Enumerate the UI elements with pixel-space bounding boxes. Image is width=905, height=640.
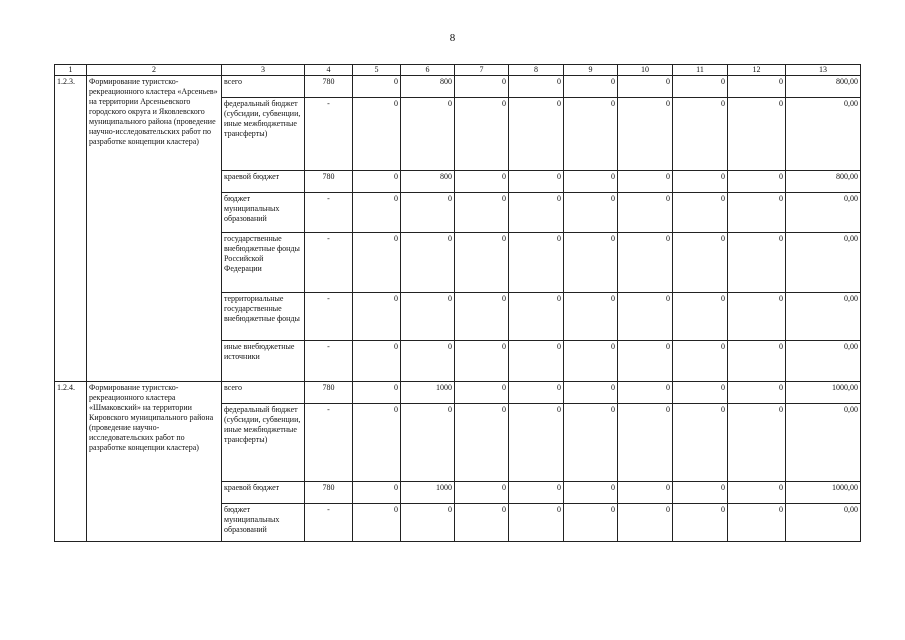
- value-cell: 0: [455, 233, 509, 293]
- column-header: 10: [618, 65, 673, 76]
- funding-source: краевой бюджет: [222, 482, 305, 504]
- item-name: Формирование туристско-рекреационного кластера «Арсеньев» на территории Арсеньевского городского округа и Яковлевского муниципального района (проведение научно-исследовательских работ по разработке концепции кластера): [87, 76, 222, 382]
- value-cell: 0: [564, 193, 618, 233]
- total-value: 0,00: [786, 233, 861, 293]
- value-cell: -: [305, 504, 353, 542]
- total-value: 0,00: [786, 98, 861, 171]
- value-cell: 0: [673, 193, 728, 233]
- item-name: Формирование туристско-рекреационного кластера «Шмаковский» на территории Кировского муниципального района (проведение научно-исследовательских работ по разработке концепции кластера): [87, 382, 222, 542]
- value-cell: 0: [618, 382, 673, 404]
- funding-source: бюджет муниципальных образований: [222, 193, 305, 233]
- value-cell: 0: [401, 341, 455, 382]
- value-cell: 800: [401, 76, 455, 98]
- value-cell: 0: [728, 341, 786, 382]
- value-cell: 0: [673, 404, 728, 482]
- value-cell: 0: [728, 382, 786, 404]
- value-cell: 0: [673, 98, 728, 171]
- value-cell: 0: [564, 76, 618, 98]
- funding-source: территориальные государственные внебюджетные фонды: [222, 293, 305, 341]
- value-cell: 0: [673, 171, 728, 193]
- value-cell: 0: [509, 98, 564, 171]
- value-cell: 0: [509, 382, 564, 404]
- value-cell: 0: [618, 293, 673, 341]
- value-cell: 0: [728, 76, 786, 98]
- table-row: [55, 382, 861, 404]
- value-cell: 1000: [401, 482, 455, 504]
- value-cell: 0: [455, 482, 509, 504]
- value-cell: 0: [673, 76, 728, 98]
- column-header: 1: [55, 65, 87, 76]
- value-cell: 0: [455, 404, 509, 482]
- value-cell: 0: [353, 404, 401, 482]
- value-cell: 0: [455, 98, 509, 171]
- value-cell: 0: [673, 341, 728, 382]
- value-cell: 0: [728, 233, 786, 293]
- column-header: 8: [509, 65, 564, 76]
- value-cell: 0: [564, 482, 618, 504]
- value-cell: 0: [618, 76, 673, 98]
- total-value: 0,00: [786, 341, 861, 382]
- value-cell: 0: [618, 171, 673, 193]
- value-cell: 0: [353, 98, 401, 171]
- value-cell: 0: [673, 504, 728, 542]
- value-cell: 0: [673, 233, 728, 293]
- funding-source: краевой бюджет: [222, 171, 305, 193]
- value-cell: 780: [305, 382, 353, 404]
- value-cell: 0: [509, 293, 564, 341]
- value-cell: 0: [455, 76, 509, 98]
- table-row: [55, 76, 861, 98]
- value-cell: 0: [509, 482, 564, 504]
- value-cell: 0: [673, 382, 728, 404]
- funding-source: иные внебюджетные источники: [222, 341, 305, 382]
- value-cell: 0: [564, 233, 618, 293]
- total-value: 0,00: [786, 504, 861, 542]
- column-header: 11: [673, 65, 728, 76]
- value-cell: 0: [401, 504, 455, 542]
- value-cell: 780: [305, 482, 353, 504]
- value-cell: 0: [353, 482, 401, 504]
- value-cell: 0: [564, 404, 618, 482]
- value-cell: 0: [618, 98, 673, 171]
- value-cell: 0: [509, 76, 564, 98]
- value-cell: 0: [728, 193, 786, 233]
- value-cell: 0: [509, 171, 564, 193]
- column-header: 2: [87, 65, 222, 76]
- value-cell: 0: [564, 293, 618, 341]
- column-header: 3: [222, 65, 305, 76]
- total-value: 1000,00: [786, 482, 861, 504]
- value-cell: 0: [564, 171, 618, 193]
- value-cell: 0: [353, 193, 401, 233]
- value-cell: 0: [353, 76, 401, 98]
- value-cell: 0: [353, 171, 401, 193]
- total-value: 0,00: [786, 293, 861, 341]
- funding-source: всего: [222, 382, 305, 404]
- value-cell: 0: [564, 98, 618, 171]
- total-value: 1000,00: [786, 382, 861, 404]
- column-header: 4: [305, 65, 353, 76]
- value-cell: 0: [728, 404, 786, 482]
- funding-source: федеральный бюджет (субсидии, субвенции, иные межбюджетные трансферты): [222, 98, 305, 171]
- total-value: 800,00: [786, 171, 861, 193]
- value-cell: 0: [564, 341, 618, 382]
- value-cell: -: [305, 193, 353, 233]
- value-cell: 0: [353, 504, 401, 542]
- item-code: 1.2.4.: [55, 382, 87, 542]
- value-cell: 0: [455, 293, 509, 341]
- value-cell: 0: [618, 341, 673, 382]
- value-cell: 780: [305, 76, 353, 98]
- value-cell: 0: [455, 193, 509, 233]
- value-cell: -: [305, 341, 353, 382]
- value-cell: 0: [509, 504, 564, 542]
- funding-source: всего: [222, 76, 305, 98]
- column-header: 6: [401, 65, 455, 76]
- value-cell: 0: [618, 482, 673, 504]
- value-cell: 0: [618, 504, 673, 542]
- value-cell: 0: [509, 233, 564, 293]
- value-cell: 0: [455, 504, 509, 542]
- total-value: 0,00: [786, 404, 861, 482]
- table-body: [55, 65, 861, 542]
- value-cell: 0: [353, 341, 401, 382]
- column-header: 5: [353, 65, 401, 76]
- value-cell: 780: [305, 171, 353, 193]
- value-cell: 0: [564, 382, 618, 404]
- value-cell: 0: [509, 341, 564, 382]
- value-cell: 0: [353, 233, 401, 293]
- value-cell: 0: [728, 504, 786, 542]
- value-cell: 800: [401, 171, 455, 193]
- value-cell: 0: [509, 404, 564, 482]
- value-cell: 0: [618, 193, 673, 233]
- value-cell: 0: [728, 293, 786, 341]
- column-header: 13: [786, 65, 861, 76]
- page-number: 8: [449, 32, 456, 44]
- value-cell: 0: [353, 382, 401, 404]
- value-cell: 0: [401, 193, 455, 233]
- value-cell: 0: [728, 98, 786, 171]
- funding-source: бюджет муниципальных образований: [222, 504, 305, 542]
- value-cell: 0: [618, 233, 673, 293]
- value-cell: 0: [353, 293, 401, 341]
- value-cell: 0: [673, 482, 728, 504]
- budget-table: [54, 64, 861, 542]
- value-cell: 0: [455, 171, 509, 193]
- value-cell: 0: [673, 293, 728, 341]
- value-cell: -: [305, 98, 353, 171]
- value-cell: 0: [401, 293, 455, 341]
- value-cell: 0: [401, 233, 455, 293]
- value-cell: 0: [455, 382, 509, 404]
- value-cell: 0: [618, 404, 673, 482]
- column-header: 7: [455, 65, 509, 76]
- column-header: 9: [564, 65, 618, 76]
- value-cell: 0: [455, 341, 509, 382]
- funding-source: федеральный бюджет (субсидии, субвенции, иные межбюджетные трансферты): [222, 404, 305, 482]
- value-cell: 0: [728, 482, 786, 504]
- column-header: 12: [728, 65, 786, 76]
- total-value: 800,00: [786, 76, 861, 98]
- value-cell: -: [305, 293, 353, 341]
- header-row: [55, 65, 861, 76]
- value-cell: 0: [509, 193, 564, 233]
- funding-source: государственные внебюджетные фонды Российской Федерации: [222, 233, 305, 293]
- value-cell: 1000: [401, 382, 455, 404]
- value-cell: 0: [564, 504, 618, 542]
- value-cell: 0: [728, 171, 786, 193]
- value-cell: 0: [401, 404, 455, 482]
- value-cell: -: [305, 404, 353, 482]
- value-cell: -: [305, 233, 353, 293]
- total-value: 0,00: [786, 193, 861, 233]
- item-code: 1.2.3.: [55, 76, 87, 382]
- value-cell: 0: [401, 98, 455, 171]
